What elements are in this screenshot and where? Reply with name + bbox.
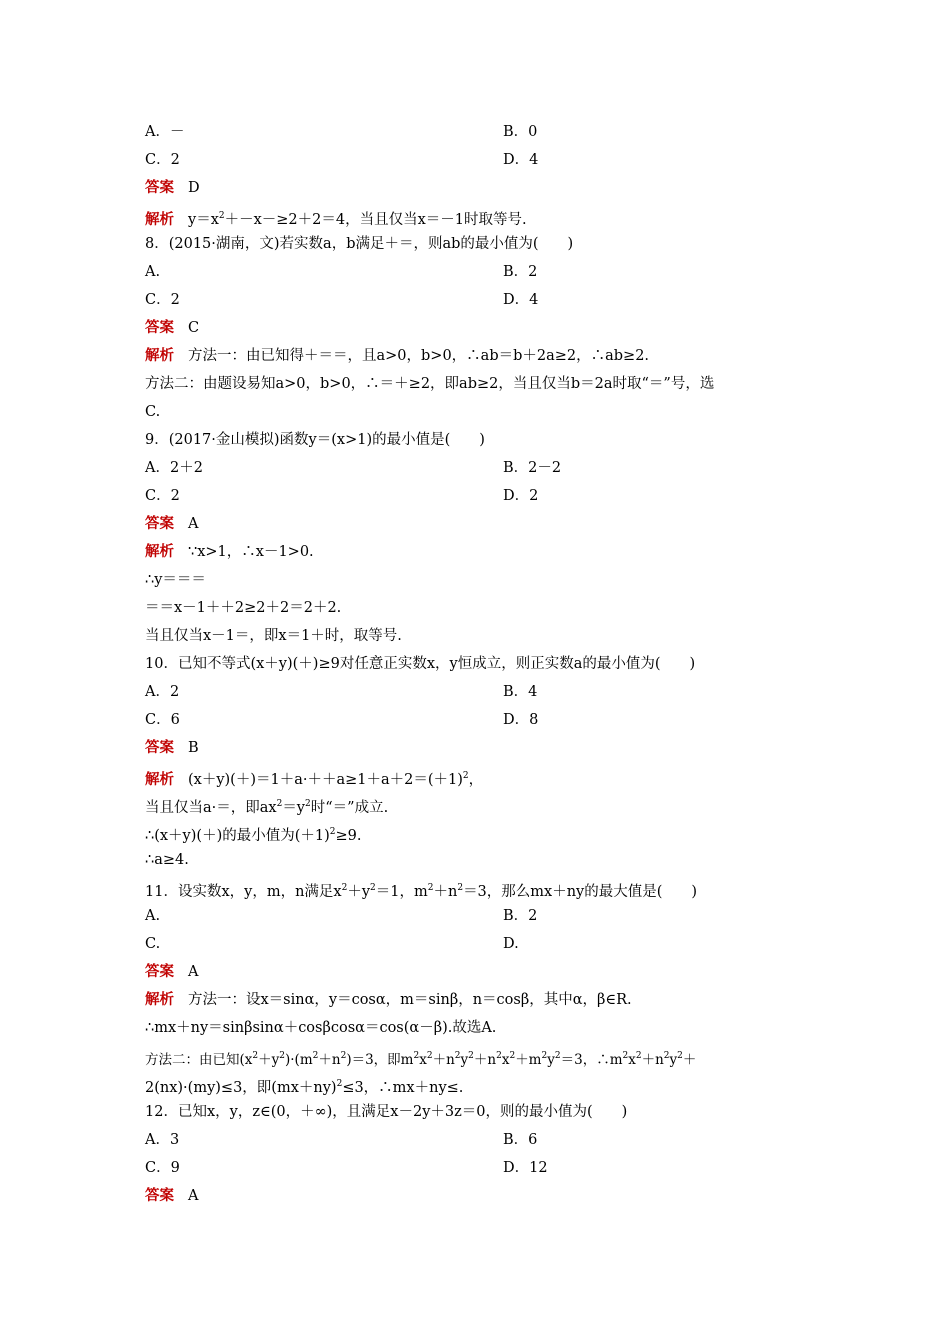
superscript: 2 (663, 1051, 670, 1061)
superscript: 2 (252, 1051, 259, 1061)
text: ∴(x＋y)(＋)的最小值为(＋1) (145, 828, 330, 844)
option-c: C．2 (145, 292, 180, 308)
solution-line: ∴y＝＝＝ (145, 572, 206, 588)
solution-label: 解析 (145, 991, 174, 1008)
text: 方法二：由已知(x (145, 1052, 253, 1068)
question-stem: 8．(2015·湖南，文)若实数a，b满足＋＝，则ab的最小值为( ) (145, 236, 574, 252)
solution-line (145, 342, 649, 370)
superscript: 2 (635, 1051, 642, 1061)
option-d: D．12 (503, 1160, 548, 1176)
superscript: 2 (312, 1051, 319, 1061)
superscript: 2 (622, 1051, 629, 1061)
answer-value: A (188, 1188, 199, 1204)
superscript: 2 (279, 1051, 285, 1061)
text: 方法一：设x＝sinα，y＝cosα，m＝sinβ，n＝cosβ，其中α，β∈R. (188, 992, 632, 1008)
question-stem: 10．已知不等式(x＋y)(＋)≥9对任意正实数x，y恒成立，则正实数a的最小值为( ) (145, 656, 696, 672)
option-b: B．2 (503, 908, 538, 924)
text: x (501, 1052, 510, 1068)
answer-label: 答案 (145, 739, 174, 756)
text: x (419, 1052, 427, 1068)
text: y (547, 1052, 555, 1068)
option-c: C．2 (145, 152, 180, 168)
superscript: 2 (462, 771, 469, 781)
superscript: 2 (541, 1051, 548, 1061)
text: ＋－x－≥2＋2＝4，当且仅当x＝－1时取等号. (224, 212, 527, 228)
text: ＋n (641, 1052, 664, 1068)
superscript: 2 (305, 799, 311, 809)
text: ， (468, 772, 484, 788)
solution-line (145, 1042, 696, 1070)
option-d: D. (503, 936, 519, 952)
answer-label: 答案 (145, 963, 174, 980)
option-b: B．6 (503, 1132, 538, 1148)
option-a: A．2＋2 (145, 460, 203, 476)
text: )＝3，即m (346, 1052, 414, 1068)
text: )·(m (285, 1052, 313, 1068)
superscript: 2 (341, 883, 348, 893)
superscript: 2 (496, 1051, 502, 1061)
text: ≤3，∴mx＋ny≤. (342, 1080, 464, 1096)
option-d: D．4 (503, 292, 539, 308)
answer-value: B (188, 740, 199, 756)
option-d: D．8 (503, 712, 539, 728)
text: ＝3，∴m (560, 1052, 623, 1068)
question-stem: 9．(2017·金山模拟)函数y＝(x>1)的最小值是( ) (145, 432, 485, 448)
text: 2(nx)·(my)≤3，即(mx＋ny) (145, 1080, 337, 1096)
text: ＋n (432, 1052, 455, 1068)
solution-line: ＝＝x－1＋＋2≥2＋2＝2＋2. (145, 600, 342, 616)
text: y (460, 1052, 469, 1068)
superscript: 2 (509, 1051, 516, 1061)
solution-label: 解析 (145, 771, 174, 788)
option-d: D．2 (503, 488, 539, 504)
answer-line (145, 734, 199, 762)
superscript: 2 (370, 883, 376, 893)
superscript: 2 (454, 1051, 461, 1061)
solution-line: ∴a≥4. (145, 852, 189, 868)
text: ＋y (347, 884, 371, 900)
answer-label: 答案 (145, 1187, 174, 1204)
text: (x＋y)(＋)＝1＋a·＋＋a≥1＋a＋2＝(＋1) (188, 772, 463, 788)
text: ＋n (318, 1052, 341, 1068)
solution-line (145, 202, 527, 230)
option-b: B．2－2 (503, 460, 562, 476)
solution-line (145, 790, 388, 818)
option-b: B．2 (503, 264, 538, 280)
answer-line (145, 314, 199, 342)
text: 当且仅当a·＝，即ax (145, 800, 277, 816)
option-b: B．4 (503, 684, 538, 700)
text: ＋y (258, 1052, 280, 1068)
text: ∵x>1，∴x－1>0. (188, 544, 314, 560)
option-c: C. (145, 936, 161, 952)
answer-line (145, 1182, 198, 1210)
answer-line (145, 510, 198, 538)
superscript: 2 (329, 827, 336, 837)
superscript: 2 (336, 1079, 343, 1089)
option-d: D．4 (503, 152, 539, 168)
option-a: A. (145, 908, 161, 924)
question-stem: 12．已知x，y，z∈(0，＋∞)，且满足x－2y＋3z＝0，则的最小值为( ) (145, 1104, 628, 1120)
text: ＝1，m (375, 884, 428, 900)
option-a: A．－ (145, 124, 185, 140)
superscript: 2 (276, 799, 283, 809)
option-b: B．0 (503, 124, 538, 140)
superscript: 2 (468, 1051, 474, 1061)
solution-line: 方法二：由题设易知a>0，b>0，∴＝＋≥2，即ab≥2，当且仅当b＝2a时取“＝”号，选 (145, 376, 715, 392)
answer-value: C (188, 320, 200, 336)
answer-label: 答案 (145, 179, 174, 196)
solution-line: 当且仅当x－1＝，即x＝1＋时，取等号. (145, 628, 402, 644)
text: 时“＝”成立. (310, 800, 389, 816)
option-a: A．3 (145, 1132, 180, 1148)
solution-label: 解析 (145, 211, 174, 228)
option-c: C．6 (145, 712, 180, 728)
answer-value: A (188, 964, 199, 980)
solution-label: 解析 (145, 347, 174, 364)
text: ＋n (473, 1052, 497, 1068)
text: 11．设实数x，y，m，n满足x (145, 884, 342, 900)
option-c: C．9 (145, 1160, 180, 1176)
solution-line (145, 762, 483, 790)
solution-line (145, 986, 632, 1014)
solution-line: ∴mx＋ny＝sinβsinα＋cosβcosα＝cos(α－β).故选A. (145, 1020, 497, 1036)
solution-line: C. (145, 404, 161, 420)
superscript: 2 (413, 1051, 420, 1061)
solution-line (145, 818, 361, 846)
superscript: 2 (218, 211, 225, 221)
text: y＝x (188, 212, 219, 228)
superscript: 2 (426, 1051, 433, 1061)
question-stem (145, 874, 697, 902)
text: x (628, 1052, 636, 1068)
text: ＝y (282, 800, 306, 816)
text: ＝3，那么mx＋ny的最大值是( ) (463, 884, 698, 900)
solution-line (145, 538, 314, 566)
answer-label: 答案 (145, 319, 174, 336)
solution-line (145, 1070, 463, 1098)
superscript: 2 (457, 883, 464, 893)
text: ＋n (433, 884, 458, 900)
answer-line (145, 958, 198, 986)
text: ＋ (682, 1052, 697, 1068)
answer-line (145, 174, 200, 202)
superscript: 2 (554, 1051, 561, 1061)
text: y (669, 1052, 678, 1068)
option-c: C．2 (145, 488, 180, 504)
text: 方法一：由已知得＋＝＝，且a>0，b>0，∴ab＝b＋2a≥2，∴ab≥2. (188, 348, 650, 364)
answer-value: A (188, 516, 199, 532)
option-a: A. (145, 264, 161, 280)
superscript: 2 (340, 1051, 347, 1061)
solution-label: 解析 (145, 543, 174, 560)
text: ＋m (515, 1052, 542, 1068)
superscript: 2 (677, 1051, 683, 1061)
answer-value: D (188, 180, 200, 196)
option-a: A．2 (145, 684, 180, 700)
superscript: 2 (427, 883, 434, 893)
answer-label: 答案 (145, 515, 174, 532)
text: ≥9. (335, 828, 362, 844)
